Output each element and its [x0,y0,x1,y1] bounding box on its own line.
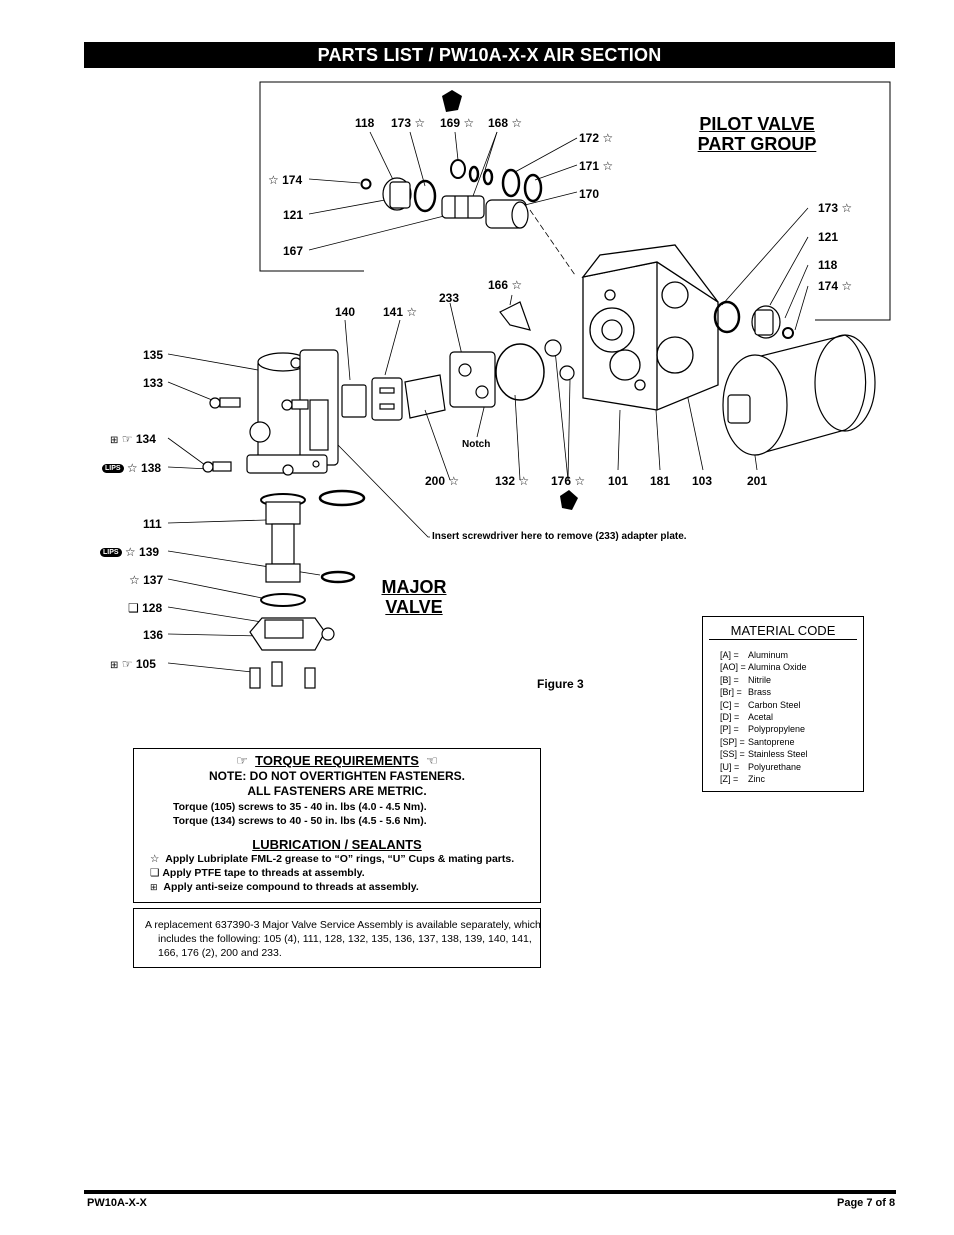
list-item: [U] = Polyurethane [720,761,802,772]
material-code-title: MATERIAL CODE [709,623,857,640]
part-label: 174 ☆ [818,279,853,293]
part-label: ❑ 128 [128,601,163,615]
part-label: 173 ☆ [391,116,426,130]
part-label: 172 ☆ [579,131,614,145]
part-label: 181 [650,474,671,488]
lubrication-heading: LUBRICATION / SEALANTS [252,837,422,852]
heading-line: PILOT VALVE [699,114,815,134]
part-label: ⊞ ☞ 134 [110,432,156,446]
part-label: 141 ☆ [383,305,418,319]
torque-heading: TORQUE REQUIREMENTS [255,753,419,768]
list-item: [P] = Polypropylene [720,724,806,735]
notch-label: Notch [462,439,491,450]
replacement-note: A replacement 637390-3 Major Valve Service Assembly is available separately, which includes the following: 105 (4), 111, 128, 132, 135, 136, 137, 138, 139, 140, 141, 166, 176 (2), 200 and 233. [145,919,541,959]
part-label: 167 [283,244,304,258]
material-code-list [720,649,808,785]
torque-lubrication-box [133,748,541,903]
lips-badge-icon: LIPS [100,548,122,557]
part-label: 166 ☆ [488,278,523,292]
torque-line: Torque (134) screws to 40 - 50 in. lbs (4.5 - 5.6 Nm). [173,815,427,827]
list-item: [C] = Carbon Steel [720,699,801,710]
torque-note: ALL FASTENERS ARE METRIC. [247,784,427,798]
list-item: [SP] = Santoprene [720,736,795,747]
part-label: 121 [818,230,839,244]
part-label: 171 ☆ [579,159,614,173]
part-label: 121 [283,208,304,222]
footer-page-number: Page 7 of 8 [837,1197,896,1209]
list-item: [A] = Aluminum [720,650,789,660]
part-label: 201 [747,474,768,488]
part-label: 101 [608,474,629,488]
part-label: 200 ☆ [425,474,460,488]
part-label: 132 ☆ [495,474,530,488]
list-item: [SS] = Stainless Steel [720,749,808,760]
pilot-valve-heading [690,114,824,154]
torque-note: NOTE: DO NOT OVERTIGHTEN FASTENERS. [208,769,465,783]
footer-model: PW10A-X-X [87,1197,147,1209]
heading-line: PART GROUP [697,134,817,154]
part-label: 233 [439,291,460,305]
part-label: 136 [143,628,164,642]
part-label: 103 [692,474,713,488]
hand-left-icon: ☜ [426,753,438,768]
heading-line: VALVE [385,597,443,617]
part-label: 173 ☆ [818,201,853,215]
replacement-note-box [133,908,541,968]
lubrication-line: ❑ Apply PTFE tape to threads at assembly. [150,867,365,879]
part-label: 170 [579,187,600,201]
part-label: 133 [143,376,164,390]
part-label: LIPS ☆ 139 [100,545,159,559]
part-label: ⊞ ☞ 105 [110,657,156,671]
part-label: 169 ☆ [440,116,475,130]
list-item: [AO] = Alumina Oxide [720,662,807,673]
torque-heading-row [134,753,540,769]
list-item: [Z] = Zinc [720,774,766,785]
part-label: ☆ 137 [129,573,164,587]
material-code-box [702,616,864,792]
part-label: 118 [355,116,375,130]
lips-badge-icon: LIPS [102,464,124,473]
page-title: PARTS LIST / PW10A-X-X AIR SECTION [84,42,895,68]
footer-rule [84,1190,896,1194]
part-label: ☆ 174 [268,173,303,187]
part-label: 118 [818,258,838,272]
figure-caption: Figure 3 [537,677,584,691]
part-label: 111 [143,517,162,531]
part-label: 135 [143,348,164,362]
screwdriver-note: Insert screwdriver here to remove (233) adapter plate. [432,531,687,542]
part-label: 140 [335,305,356,319]
lubrication-line: ☆ Apply Lubriplate FML-2 grease to “O” rings, “U” Cups & mating parts. [150,853,515,865]
part-label: 176 ☆ [551,474,586,488]
part-label: 168 ☆ [488,116,523,130]
list-item: [Br] = Brass [720,687,772,698]
list-item: [D] = Acetal [720,712,774,723]
torque-line: Torque (105) screws to 35 - 40 in. lbs (4.0 - 4.5 Nm). [173,801,427,813]
lubrication-line: ⊞ Apply anti-seize compound to threads at assembly. [150,881,419,893]
heading-line: MAJOR [381,577,447,597]
part-label: LIPS ☆ 138 [102,461,161,475]
hand-right-icon: ☞ [236,753,248,768]
list-item: [B] = Nitrile [720,674,772,685]
major-valve-heading [370,577,458,617]
